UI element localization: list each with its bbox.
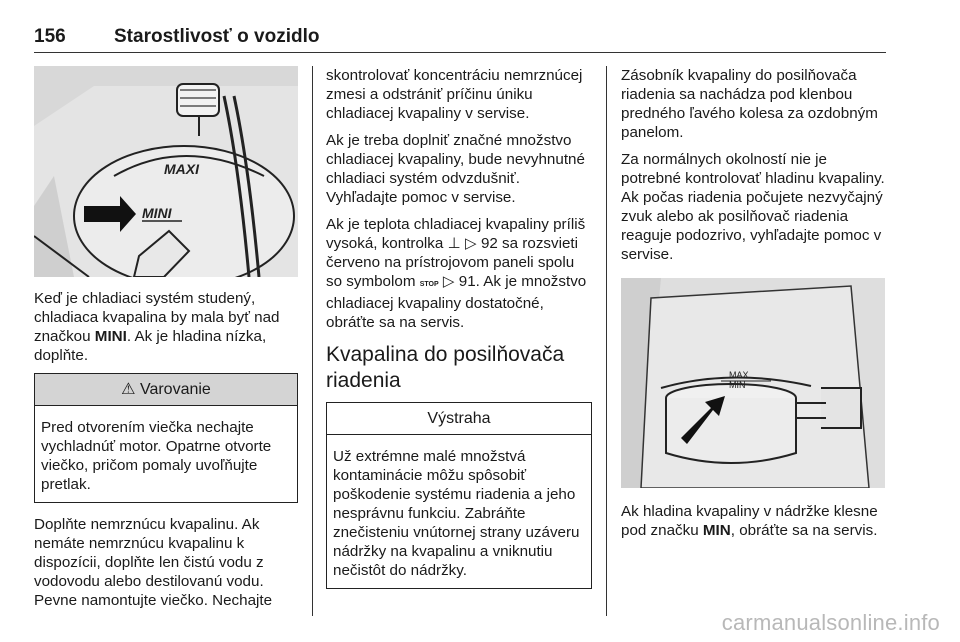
min-mark-label: MIN bbox=[729, 380, 746, 390]
coolant-level-paragraph: Keď je chladiaci systém studený, chladiaca kvapalina by mala byť nad značkou MINI. Ak je hladina nízka, doplňte. bbox=[34, 290, 280, 364]
column-divider-1 bbox=[312, 66, 313, 616]
max-mark-label: MAXI bbox=[164, 161, 199, 177]
warning-triangle-icon: ⚠ bbox=[121, 381, 136, 398]
page-reference-icon: ▷ bbox=[465, 235, 477, 252]
warning-text: Pred otvorením viečka nechajte vychladnúť motor. Opatrne otvorte viečko, pričom pomaly uvoľňujte pretlak. bbox=[41, 419, 272, 493]
column-1 bbox=[34, 66, 298, 618]
section-heading: Kvapalina do posilňovača riadenia bbox=[326, 343, 565, 392]
page-reference-icon: ▷ bbox=[442, 273, 455, 290]
max-mark-label: MAX bbox=[729, 370, 749, 380]
mini-mark-emphasis: MINI bbox=[94, 328, 127, 345]
min-mark-label: MINI bbox=[142, 205, 172, 221]
coolant-reservoir-figure bbox=[34, 66, 298, 277]
power-steering-reservoir-figure bbox=[621, 278, 885, 488]
stop-symbol-icon: STOP bbox=[419, 281, 439, 288]
notice-text: Už extrémne malé množstvá kontaminácie môžu spôsobiť poškodenie systému riadenia a jeho nesprávnu funkciu. Zabráňte znečisteniu vnútornej strany uzáveru nádržky na kvapalinu a vniknutiu nečistôt do nádržky. bbox=[333, 448, 580, 579]
notice-box-header: Výstraha bbox=[327, 403, 591, 435]
notice-box bbox=[326, 402, 592, 589]
min-level-paragraph: Ak hladina kvapaliny v nádržke klesne pod značku MIN, obráťte sa na servis. bbox=[621, 503, 878, 539]
bleed-paragraph: Ak je treba doplniť značné množstvo chladiacej kvapaliny, bude nevyhnutné chladiaci systém odvzdušniť. Vyhľadajte pomoc v servise. bbox=[326, 132, 585, 206]
page-header bbox=[34, 26, 886, 53]
column-divider-2 bbox=[606, 66, 607, 616]
temperature-paragraph: Ak je teplota chladiacej kvapaliny príliš vysoká, kontrolka ⊥ ▷ 92 sa rozsvieti červeno na prístrojovom paneli spolu so symbolom STOP ▷ 91. Ak je množstvo chladiacej kvapaliny dostatočné, obráťte sa na servis. bbox=[326, 216, 587, 331]
reservoir-location-paragraph: Zásobník kvapaliny do posilňovača riadenia sa nachádza pod klenbou predného ľavého kolesa za ozdobným panelom. bbox=[621, 67, 878, 141]
page-number: 156 bbox=[34, 26, 66, 47]
coolant-temperature-icon: ⊥ bbox=[447, 235, 461, 252]
warning-box-header bbox=[35, 374, 297, 406]
refill-paragraph: Doplňte nemrznúcu kvapalinu. Ak nemáte nemrznúcu kvapalinu k dispozícii, doplňte len čistú vodu z vodovodu alebo destilovanú vodu. Pevne namontujte viečko. Nechajte bbox=[34, 516, 273, 609]
min-mark-emphasis: MIN bbox=[702, 522, 731, 539]
power-steering-reservoir-illustration bbox=[621, 278, 885, 488]
column-3 bbox=[621, 66, 887, 548]
check-level-paragraph: Za normálnych okolností nie je potrebné kontrolovať hladinu kvapaliny. Ak počas riadenia počujete nezvyčajný zvuk alebo ak posilňovač riadenia reaguje podozrivo, vyhľadajte pomoc v servise. bbox=[621, 151, 885, 263]
warning-box bbox=[34, 373, 298, 503]
concentration-paragraph: skontrolovať koncentráciu nemrznúcej zmesi a odstrániť príčinu úniku chladiacej kvapaliny v servise. bbox=[326, 67, 583, 122]
column-2 bbox=[326, 66, 592, 589]
watermark: carmanualsonline.info bbox=[721, 610, 940, 635]
coolant-reservoir-illustration bbox=[34, 66, 298, 277]
page-title: Starostlivosť o vozidlo bbox=[114, 26, 320, 47]
warning-title: Varovanie bbox=[139, 381, 211, 398]
